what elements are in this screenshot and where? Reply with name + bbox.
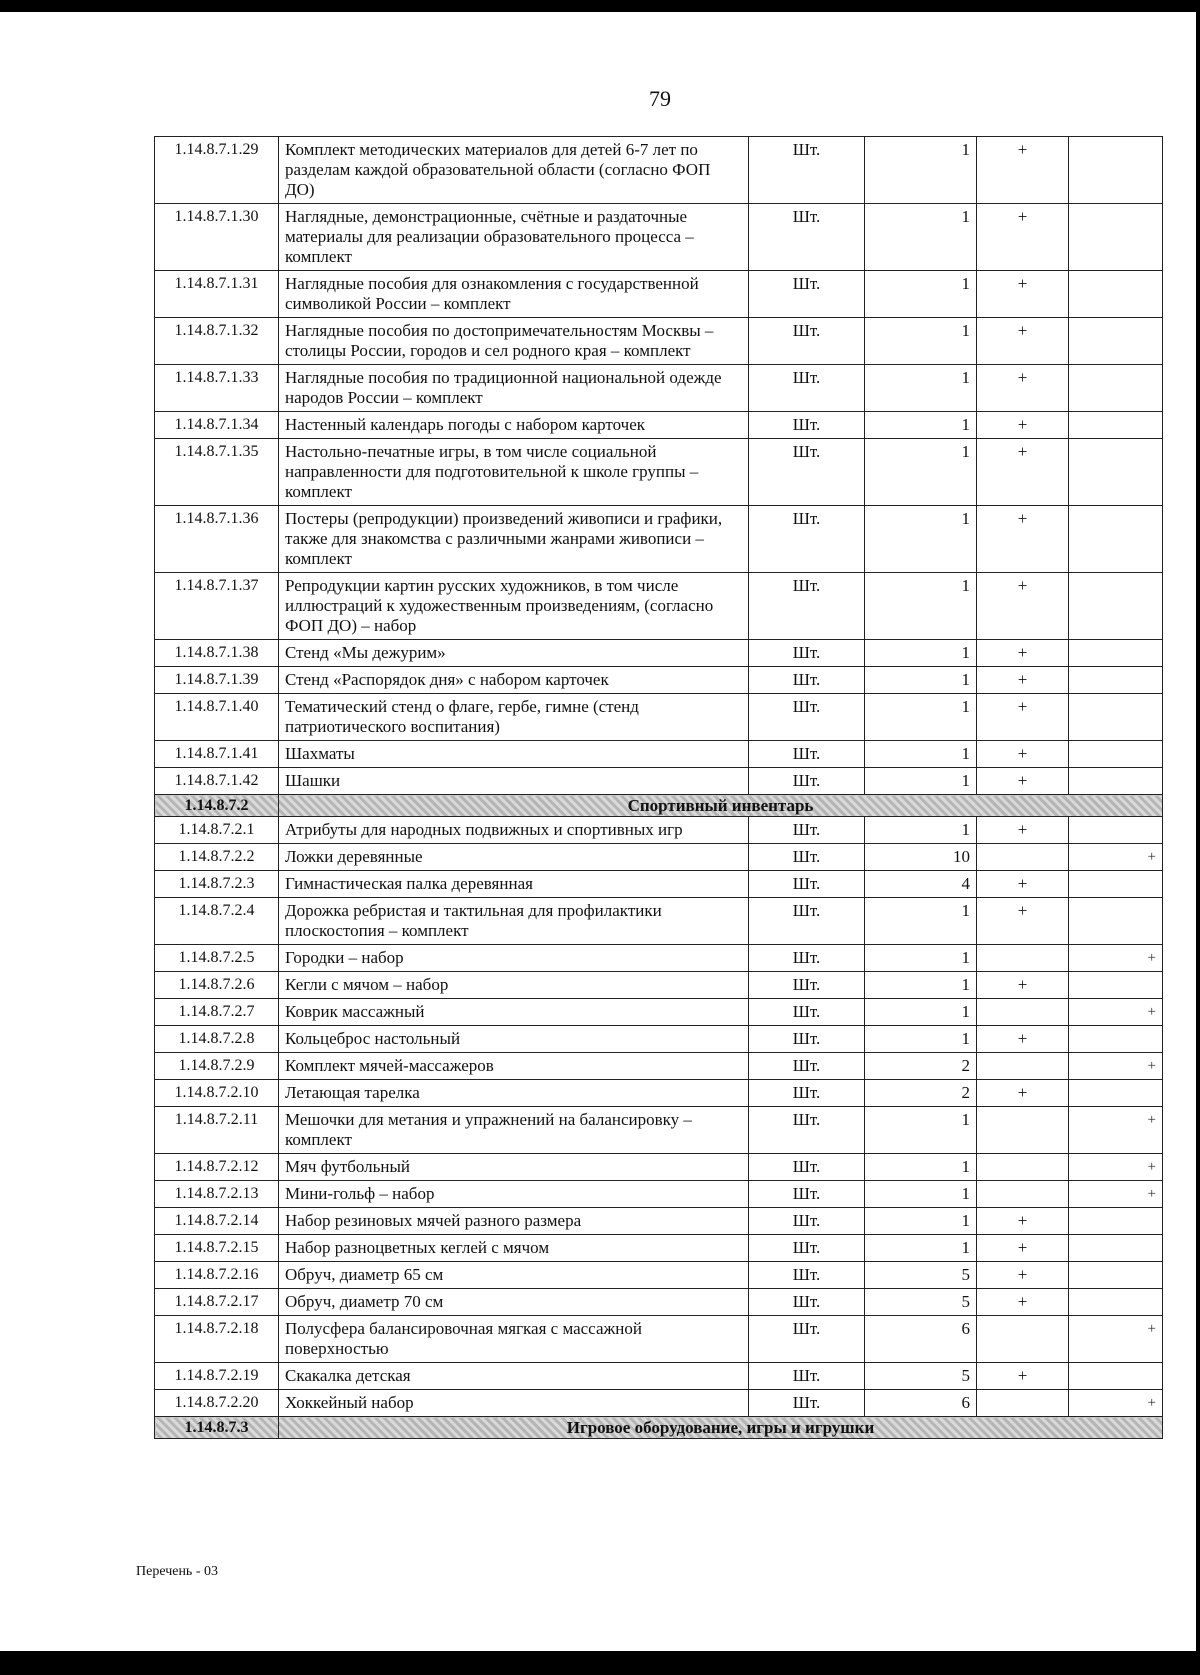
equipment-table	[154, 136, 1163, 1439]
table-row	[155, 412, 1163, 439]
table-row	[155, 318, 1163, 365]
item-unit: Шт.	[749, 1363, 865, 1390]
table-row	[155, 1316, 1163, 1363]
item-mark-2	[1069, 817, 1163, 844]
section-row	[155, 1417, 1163, 1439]
item-unit: Шт.	[749, 1154, 865, 1181]
item-mark-1: +	[977, 1026, 1069, 1053]
item-mark-1: +	[977, 871, 1069, 898]
item-name: Тематический стенд о флаге, гербе, гимне (стенд патриотического воспитания)	[279, 694, 749, 741]
item-mark-1: +	[977, 741, 1069, 768]
item-unit: Шт.	[749, 945, 865, 972]
item-mark-1: +	[977, 1235, 1069, 1262]
item-name: Шахматы	[279, 741, 749, 768]
table-row	[155, 439, 1163, 506]
item-name: Атрибуты для народных подвижных и спортивных игр	[279, 817, 749, 844]
item-code: 1.14.8.7.2.10	[155, 1080, 279, 1107]
table-row	[155, 1107, 1163, 1154]
item-quantity: 1	[865, 999, 977, 1026]
item-code: 1.14.8.7.1.42	[155, 768, 279, 795]
item-mark-1: +	[977, 640, 1069, 667]
item-code: 1.14.8.7.1.29	[155, 137, 279, 204]
item-mark-1: +	[977, 137, 1069, 204]
item-unit: Шт.	[749, 1181, 865, 1208]
table-body	[155, 137, 1163, 1439]
item-mark-2	[1069, 365, 1163, 412]
item-mark-1: +	[977, 271, 1069, 318]
table-row	[155, 1235, 1163, 1262]
item-quantity: 1	[865, 1208, 977, 1235]
item-mark-2: +	[1069, 1154, 1163, 1181]
table-row	[155, 1262, 1163, 1289]
table-row	[155, 1208, 1163, 1235]
item-name: Наглядные пособия по достопримечательностям Москвы – столицы России, городов и сел родного края – комплект	[279, 318, 749, 365]
section-title: Игровое оборудование, игры и игрушки	[279, 1417, 1163, 1439]
item-mark-2	[1069, 667, 1163, 694]
item-code: 1.14.8.7.1.33	[155, 365, 279, 412]
item-quantity: 1	[865, 667, 977, 694]
item-mark-2: +	[1069, 844, 1163, 871]
item-code: 1.14.8.7.1.39	[155, 667, 279, 694]
item-name: Городки – набор	[279, 945, 749, 972]
item-mark-1: +	[977, 573, 1069, 640]
item-name: Гимнастическая палка деревянная	[279, 871, 749, 898]
item-unit: Шт.	[749, 1107, 865, 1154]
item-unit: Шт.	[749, 137, 865, 204]
item-mark-1: +	[977, 506, 1069, 573]
item-quantity: 1	[865, 694, 977, 741]
item-name: Мяч футбольный	[279, 1154, 749, 1181]
item-quantity: 6	[865, 1390, 977, 1417]
item-name: Обруч, диаметр 65 см	[279, 1262, 749, 1289]
item-name: Наглядные, демонстрационные, счётные и раздаточные материалы для реализации образовательного процесса – комплект	[279, 204, 749, 271]
item-quantity: 1	[865, 137, 977, 204]
item-unit: Шт.	[749, 694, 865, 741]
item-quantity: 10	[865, 844, 977, 871]
item-quantity: 1	[865, 365, 977, 412]
item-code: 1.14.8.7.1.37	[155, 573, 279, 640]
table-row	[155, 945, 1163, 972]
item-mark-2	[1069, 439, 1163, 506]
item-code: 1.14.8.7.2.12	[155, 1154, 279, 1181]
item-unit: Шт.	[749, 573, 865, 640]
item-mark-1: +	[977, 972, 1069, 999]
item-name: Ложки деревянные	[279, 844, 749, 871]
item-code: 1.14.8.7.2.7	[155, 999, 279, 1026]
table-row	[155, 1154, 1163, 1181]
table-row	[155, 898, 1163, 945]
item-mark-1: +	[977, 439, 1069, 506]
item-mark-1: +	[977, 694, 1069, 741]
item-mark-1: +	[977, 1289, 1069, 1316]
item-mark-2	[1069, 506, 1163, 573]
item-mark-2	[1069, 1235, 1163, 1262]
item-unit: Шт.	[749, 1235, 865, 1262]
item-name: Скакалка детская	[279, 1363, 749, 1390]
item-quantity: 2	[865, 1080, 977, 1107]
item-unit: Шт.	[749, 1080, 865, 1107]
item-mark-1: +	[977, 768, 1069, 795]
item-name: Мини-гольф – набор	[279, 1181, 749, 1208]
item-quantity: 1	[865, 945, 977, 972]
item-mark-2: +	[1069, 999, 1163, 1026]
item-quantity: 1	[865, 412, 977, 439]
item-code: 1.14.8.7.2.5	[155, 945, 279, 972]
item-code: 1.14.8.7.2.19	[155, 1363, 279, 1390]
item-mark-1	[977, 1390, 1069, 1417]
item-quantity: 1	[865, 768, 977, 795]
item-code: 1.14.8.7.1.32	[155, 318, 279, 365]
item-mark-2: +	[1069, 945, 1163, 972]
item-mark-2	[1069, 1289, 1163, 1316]
table-row	[155, 741, 1163, 768]
table-row	[155, 999, 1163, 1026]
table-row	[155, 137, 1163, 204]
item-name: Настольно-печатные игры, в том числе социальной направленности для подготовительной к школе группы – комплект	[279, 439, 749, 506]
item-unit: Шт.	[749, 667, 865, 694]
item-mark-2	[1069, 741, 1163, 768]
item-mark-1: +	[977, 667, 1069, 694]
item-unit: Шт.	[749, 1289, 865, 1316]
item-name: Стенд «Распорядок дня» с набором карточек	[279, 667, 749, 694]
section-title: Спортивный инвентарь	[279, 795, 1163, 817]
item-code: 1.14.8.7.1.40	[155, 694, 279, 741]
item-code: 1.14.8.7.2.11	[155, 1107, 279, 1154]
item-name: Комплект мячей-массажеров	[279, 1053, 749, 1080]
item-mark-2	[1069, 271, 1163, 318]
item-mark-1: +	[977, 1208, 1069, 1235]
item-quantity: 1	[865, 1026, 977, 1053]
item-quantity: 5	[865, 1289, 977, 1316]
item-code: 1.14.8.7.2.3	[155, 871, 279, 898]
table-row	[155, 667, 1163, 694]
item-mark-1: +	[977, 1080, 1069, 1107]
item-unit: Шт.	[749, 1208, 865, 1235]
item-mark-1	[977, 945, 1069, 972]
table-row	[155, 972, 1163, 999]
item-quantity: 1	[865, 204, 977, 271]
item-mark-1: +	[977, 204, 1069, 271]
item-name: Коврик массажный	[279, 999, 749, 1026]
item-mark-1	[977, 1053, 1069, 1080]
table-row	[155, 640, 1163, 667]
item-name: Набор резиновых мячей разного размера	[279, 1208, 749, 1235]
item-code: 1.14.8.7.2.13	[155, 1181, 279, 1208]
table-row	[155, 1390, 1163, 1417]
item-quantity: 1	[865, 506, 977, 573]
item-quantity: 1	[865, 318, 977, 365]
item-unit: Шт.	[749, 365, 865, 412]
item-code: 1.14.8.7.2.4	[155, 898, 279, 945]
item-mark-2	[1069, 1080, 1163, 1107]
item-name: Репродукции картин русских художников, в том числе иллюстраций к художественным произведениям, (согласно ФОП ДО) – набор	[279, 573, 749, 640]
table-row	[155, 844, 1163, 871]
item-unit: Шт.	[749, 898, 865, 945]
item-mark-2	[1069, 1363, 1163, 1390]
item-mark-1: +	[977, 1363, 1069, 1390]
page-number: 79	[649, 86, 671, 111]
item-quantity: 1	[865, 573, 977, 640]
table-row	[155, 1026, 1163, 1053]
table-row	[155, 271, 1163, 318]
item-unit: Шт.	[749, 318, 865, 365]
item-mark-2	[1069, 573, 1163, 640]
item-name: Летающая тарелка	[279, 1080, 749, 1107]
item-unit: Шт.	[749, 844, 865, 871]
item-code: 1.14.8.7.2.15	[155, 1235, 279, 1262]
table-row	[155, 506, 1163, 573]
item-name: Набор разноцветных кеглей с мячом	[279, 1235, 749, 1262]
item-name: Постеры (репродукции) произведений живописи и графики, также для знакомства с различными жанрами живописи – комплект	[279, 506, 749, 573]
item-name: Кольцеброс настольный	[279, 1026, 749, 1053]
item-name: Дорожка ребристая и тактильная для профилактики плоскостопия – комплект	[279, 898, 749, 945]
item-quantity: 6	[865, 1316, 977, 1363]
table-row	[155, 1363, 1163, 1390]
table-row	[155, 817, 1163, 844]
table-row	[155, 1289, 1163, 1316]
item-name: Кегли с мячом – набор	[279, 972, 749, 999]
table-row	[155, 871, 1163, 898]
item-unit: Шт.	[749, 439, 865, 506]
footer-label: Перечень - 03	[136, 1564, 218, 1579]
item-mark-2	[1069, 768, 1163, 795]
item-unit: Шт.	[749, 1026, 865, 1053]
item-mark-1	[977, 1107, 1069, 1154]
item-unit: Шт.	[749, 972, 865, 999]
item-code: 1.14.8.7.1.35	[155, 439, 279, 506]
item-unit: Шт.	[749, 1053, 865, 1080]
table-row	[155, 573, 1163, 640]
item-quantity: 1	[865, 1181, 977, 1208]
item-mark-2	[1069, 1026, 1163, 1053]
item-mark-2	[1069, 694, 1163, 741]
item-mark-1: +	[977, 817, 1069, 844]
item-unit: Шт.	[749, 1390, 865, 1417]
item-name: Стенд «Мы дежурим»	[279, 640, 749, 667]
item-quantity: 1	[865, 1154, 977, 1181]
item-name: Мешочки для метания и упражнений на балансировку – комплект	[279, 1107, 749, 1154]
item-name: Наглядные пособия по традиционной национальной одежде народов России – комплект	[279, 365, 749, 412]
item-quantity: 5	[865, 1262, 977, 1289]
item-unit: Шт.	[749, 871, 865, 898]
item-unit: Шт.	[749, 506, 865, 573]
item-mark-2	[1069, 640, 1163, 667]
item-unit: Шт.	[749, 640, 865, 667]
item-quantity: 1	[865, 1235, 977, 1262]
item-unit: Шт.	[749, 204, 865, 271]
table-row	[155, 1053, 1163, 1080]
scan-border-bottom	[0, 1651, 1200, 1675]
item-code: 1.14.8.7.1.36	[155, 506, 279, 573]
item-mark-1	[977, 1154, 1069, 1181]
item-code: 1.14.8.7.2.17	[155, 1289, 279, 1316]
item-name: Хоккейный набор	[279, 1390, 749, 1417]
table-row	[155, 204, 1163, 271]
item-mark-2: +	[1069, 1316, 1163, 1363]
item-quantity: 1	[865, 898, 977, 945]
item-unit: Шт.	[749, 271, 865, 318]
item-name: Обруч, диаметр 70 см	[279, 1289, 749, 1316]
item-unit: Шт.	[749, 412, 865, 439]
item-mark-1	[977, 1181, 1069, 1208]
table-row	[155, 694, 1163, 741]
section-code: 1.14.8.7.2	[155, 795, 279, 817]
item-unit: Шт.	[749, 768, 865, 795]
table-row	[155, 365, 1163, 412]
item-mark-2: +	[1069, 1053, 1163, 1080]
table-row	[155, 1181, 1163, 1208]
item-mark-2	[1069, 318, 1163, 365]
item-code: 1.14.8.7.1.31	[155, 271, 279, 318]
item-quantity: 1	[865, 439, 977, 506]
item-name: Полусфера балансировочная мягкая с массажной поверхностью	[279, 1316, 749, 1363]
item-mark-2	[1069, 412, 1163, 439]
item-code: 1.14.8.7.2.1	[155, 817, 279, 844]
item-name: Комплект методических материалов для детей 6-7 лет по разделам каждой образовательной области (согласно ФОП ДО)	[279, 137, 749, 204]
item-mark-1	[977, 1316, 1069, 1363]
item-mark-1: +	[977, 898, 1069, 945]
item-unit: Шт.	[749, 817, 865, 844]
item-mark-1: +	[977, 365, 1069, 412]
item-mark-2	[1069, 137, 1163, 204]
scan-border-right	[1196, 0, 1200, 1675]
scan-border-top	[0, 0, 1200, 12]
item-name: Настенный календарь погоды с набором карточек	[279, 412, 749, 439]
item-quantity: 1	[865, 271, 977, 318]
item-code: 1.14.8.7.1.30	[155, 204, 279, 271]
item-quantity: 4	[865, 871, 977, 898]
item-code: 1.14.8.7.1.41	[155, 741, 279, 768]
section-row	[155, 795, 1163, 817]
item-unit: Шт.	[749, 999, 865, 1026]
table-row	[155, 768, 1163, 795]
item-unit: Шт.	[749, 741, 865, 768]
item-quantity: 5	[865, 1363, 977, 1390]
item-quantity: 1	[865, 972, 977, 999]
item-quantity: 2	[865, 1053, 977, 1080]
table-row	[155, 1080, 1163, 1107]
item-unit: Шт.	[749, 1262, 865, 1289]
item-quantity: 1	[865, 640, 977, 667]
item-mark-2: +	[1069, 1390, 1163, 1417]
item-code: 1.14.8.7.1.34	[155, 412, 279, 439]
item-name: Наглядные пособия для ознакомления с государственной символикой России – комплект	[279, 271, 749, 318]
item-mark-2	[1069, 204, 1163, 271]
item-code: 1.14.8.7.2.2	[155, 844, 279, 871]
item-mark-2	[1069, 871, 1163, 898]
item-mark-1: +	[977, 318, 1069, 365]
item-mark-2: +	[1069, 1107, 1163, 1154]
item-code: 1.14.8.7.2.8	[155, 1026, 279, 1053]
item-mark-2: +	[1069, 1181, 1163, 1208]
item-mark-1	[977, 844, 1069, 871]
item-code: 1.14.8.7.2.18	[155, 1316, 279, 1363]
item-mark-2	[1069, 972, 1163, 999]
item-mark-2	[1069, 898, 1163, 945]
item-quantity: 1	[865, 741, 977, 768]
item-code: 1.14.8.7.1.38	[155, 640, 279, 667]
item-mark-1: +	[977, 1262, 1069, 1289]
item-unit: Шт.	[749, 1316, 865, 1363]
item-quantity: 1	[865, 1107, 977, 1154]
item-name: Шашки	[279, 768, 749, 795]
item-code: 1.14.8.7.2.9	[155, 1053, 279, 1080]
item-code: 1.14.8.7.2.16	[155, 1262, 279, 1289]
item-mark-2	[1069, 1208, 1163, 1235]
item-mark-1	[977, 999, 1069, 1026]
item-code: 1.14.8.7.2.20	[155, 1390, 279, 1417]
item-code: 1.14.8.7.2.14	[155, 1208, 279, 1235]
item-mark-1: +	[977, 412, 1069, 439]
item-code: 1.14.8.7.2.6	[155, 972, 279, 999]
item-mark-2	[1069, 1262, 1163, 1289]
item-quantity: 1	[865, 817, 977, 844]
section-code: 1.14.8.7.3	[155, 1417, 279, 1439]
